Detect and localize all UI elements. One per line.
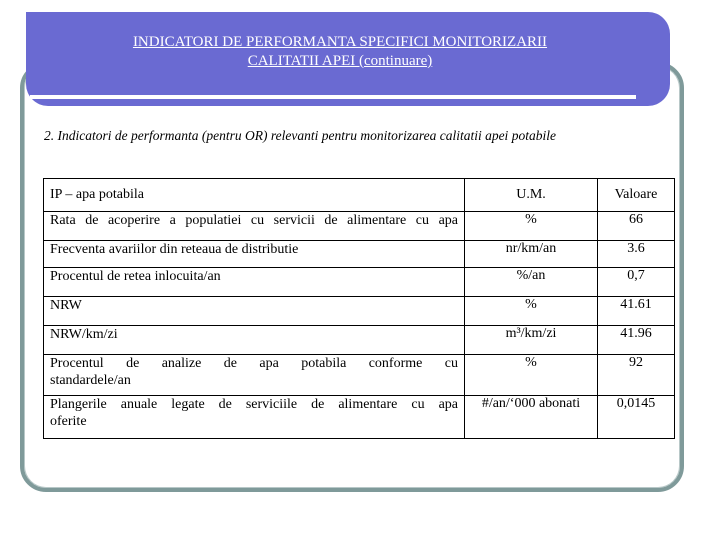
indicator-line: oferite bbox=[50, 414, 87, 429]
header-indicator: IP – apa potabila bbox=[44, 179, 465, 212]
indicator-cell: NRW/km/zi bbox=[44, 326, 465, 355]
indicator-cell: Procentul de retea inlocuita/an bbox=[44, 268, 465, 297]
value-cell: 0,0145 bbox=[598, 396, 675, 439]
value-cell: 41.96 bbox=[598, 326, 675, 355]
page-title bbox=[40, 33, 640, 71]
table-row bbox=[44, 297, 675, 326]
indicator-cell bbox=[44, 396, 465, 439]
value-cell: 41.61 bbox=[598, 297, 675, 326]
indicator-line: standardele/an bbox=[50, 373, 131, 388]
value-cell: 66 bbox=[598, 212, 675, 241]
header-unit: U.M. bbox=[465, 179, 598, 212]
title-line-1: INDICATORI DE PERFORMANTA SPECIFICI MONITORIZARII bbox=[132, 34, 548, 50]
unit-cell: nr/km/an bbox=[465, 241, 598, 268]
indicator-cell bbox=[44, 355, 465, 396]
unit-cell: #/an/‘000 abonati bbox=[465, 396, 598, 439]
indicator-cell: Frecventa avariilor din reteaua de distributie bbox=[44, 241, 465, 268]
title-line-2: CALITATII APEI (continuare) bbox=[247, 53, 433, 69]
table-row bbox=[44, 326, 675, 355]
table-row bbox=[44, 268, 675, 297]
value-cell: 3.6 bbox=[598, 241, 675, 268]
indicator-cell: NRW bbox=[44, 297, 465, 326]
indicator-cell: Rata de acoperire a populatiei cu servicii de alimentare cu apa bbox=[44, 212, 465, 241]
section-subtitle: 2. Indicatori de performanta (pentru OR) relevanti pentru monitorizarea calitatii apei potabile bbox=[44, 128, 556, 143]
unit-cell: % bbox=[465, 212, 598, 241]
unit-cell: %/an bbox=[465, 268, 598, 297]
header-value: Valoare bbox=[598, 179, 675, 212]
table-row bbox=[44, 212, 675, 241]
table-header-row bbox=[44, 179, 675, 212]
table-row bbox=[44, 396, 675, 439]
value-cell: 0,7 bbox=[598, 268, 675, 297]
indicator-line: Procentul de analize de apa potabila conforme cu bbox=[50, 356, 458, 371]
table-row bbox=[44, 241, 675, 268]
indicators-table bbox=[43, 178, 675, 439]
title-banner-divider bbox=[30, 95, 636, 99]
indicator-line: Plangerile anuale legate de serviciile de alimentare cu apa bbox=[50, 397, 458, 412]
value-cell: 92 bbox=[598, 355, 675, 396]
table-row bbox=[44, 355, 675, 396]
unit-cell: m³/km/zi bbox=[465, 326, 598, 355]
unit-cell: % bbox=[465, 355, 598, 396]
unit-cell: % bbox=[465, 297, 598, 326]
